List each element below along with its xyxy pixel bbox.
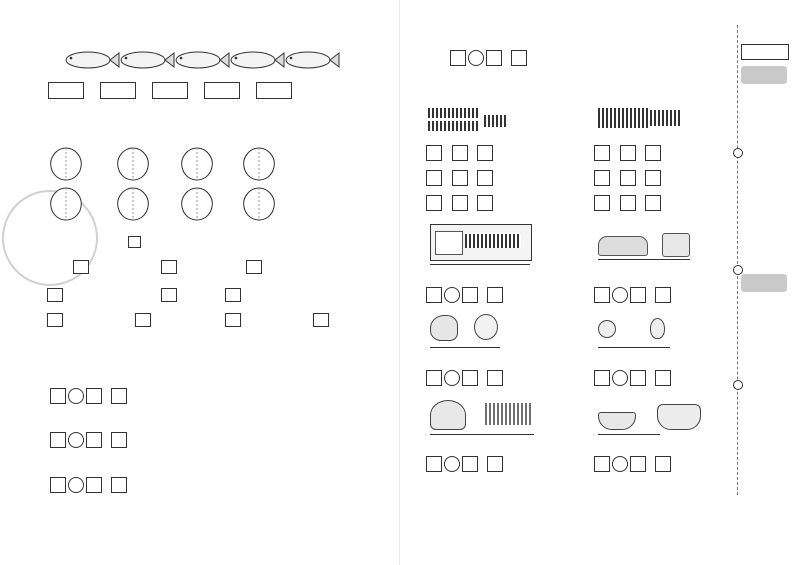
mushroom-house-icon <box>430 400 466 430</box>
duck-icon <box>474 314 498 340</box>
answer-box[interactable] <box>645 145 661 161</box>
sidebar-tag-gains <box>741 274 787 292</box>
page-divider <box>399 0 400 565</box>
operator-circle[interactable] <box>612 370 628 386</box>
fish-card <box>282 51 340 69</box>
fish-card <box>227 51 285 69</box>
p7-brace <box>430 432 534 435</box>
answer-box[interactable] <box>452 170 468 186</box>
sidebar-dot <box>733 148 743 158</box>
peach-icon <box>45 185 87 223</box>
fish-icon <box>282 51 340 69</box>
operator-circle[interactable] <box>444 287 460 303</box>
fish-card <box>62 51 120 69</box>
pencil-bundle-icon <box>598 108 648 128</box>
answer-box[interactable] <box>50 477 66 493</box>
pencil-bundle-icon <box>428 108 478 118</box>
fish-icon <box>62 51 120 69</box>
answer-box[interactable] <box>86 388 102 404</box>
answer-box[interactable] <box>594 195 610 211</box>
answer-box[interactable] <box>645 170 661 186</box>
answer-box[interactable] <box>50 388 66 404</box>
operator-circle[interactable] <box>68 432 84 448</box>
cake-stand-icon <box>662 233 690 257</box>
pencils-icon <box>650 110 680 126</box>
answer-box[interactable] <box>630 287 646 303</box>
answer-box[interactable] <box>655 370 671 386</box>
answer-box[interactable] <box>48 82 84 99</box>
rooster-icon <box>430 315 458 341</box>
fish-icon <box>117 51 175 69</box>
operator-circle[interactable] <box>444 370 460 386</box>
operator-circle[interactable] <box>612 287 628 303</box>
answer-box[interactable] <box>477 145 493 161</box>
answer-box[interactable] <box>655 287 671 303</box>
operator-circle[interactable] <box>68 477 84 493</box>
answer-box[interactable] <box>50 432 66 448</box>
peach-card <box>45 145 87 183</box>
answer-box[interactable] <box>477 195 493 211</box>
answer-box[interactable] <box>152 82 188 99</box>
answer-box[interactable] <box>111 477 127 493</box>
answer-box[interactable] <box>655 456 671 472</box>
fill-box[interactable] <box>225 313 241 327</box>
peach-card <box>238 185 280 223</box>
peach-card <box>176 185 218 223</box>
answer-box[interactable] <box>487 456 503 472</box>
answer-box[interactable] <box>86 432 102 448</box>
answer-box[interactable] <box>487 370 503 386</box>
answer-box[interactable] <box>86 477 102 493</box>
peach-icon <box>176 185 218 223</box>
answer-box[interactable] <box>256 82 292 99</box>
pear-icon <box>650 318 665 339</box>
answer-box[interactable] <box>462 456 478 472</box>
answer-box[interactable] <box>620 195 636 211</box>
answer-box[interactable] <box>426 370 442 386</box>
p3-brace <box>430 262 530 265</box>
answer-box[interactable] <box>100 82 136 99</box>
sidebar-title <box>741 44 789 60</box>
answer-box[interactable] <box>620 170 636 186</box>
pencils-icon <box>484 115 508 127</box>
answer-box[interactable] <box>620 145 636 161</box>
answer-box[interactable] <box>594 456 610 472</box>
plate-icon <box>598 412 636 430</box>
answer-box[interactable] <box>462 370 478 386</box>
peach-card <box>238 145 280 183</box>
answer-box[interactable] <box>452 145 468 161</box>
answer-box[interactable] <box>594 170 610 186</box>
answer-box[interactable] <box>486 50 502 66</box>
peach-icon <box>176 145 218 183</box>
answer-box[interactable] <box>645 195 661 211</box>
operator-circle[interactable] <box>444 456 460 472</box>
answer-box[interactable] <box>630 370 646 386</box>
fish-icon <box>227 51 285 69</box>
answer-box[interactable] <box>426 195 442 211</box>
fill-box[interactable] <box>246 260 262 274</box>
answer-box[interactable] <box>452 195 468 211</box>
peach-card <box>176 145 218 183</box>
sidebar-dot <box>733 265 743 275</box>
answer-box[interactable] <box>426 287 442 303</box>
fish-card <box>172 51 230 69</box>
fill-box[interactable] <box>161 260 177 274</box>
sidebar-dot <box>733 380 743 390</box>
fill-box[interactable] <box>73 260 89 274</box>
peach-icon <box>45 145 87 183</box>
answer-box[interactable] <box>594 145 610 161</box>
answer-box[interactable] <box>111 432 127 448</box>
peach-icon <box>238 145 280 183</box>
apple-icon <box>598 320 616 338</box>
peach-card <box>45 185 87 223</box>
sidebar-tag-errors <box>741 66 787 84</box>
storage-box-icon <box>430 224 532 261</box>
answer-box[interactable] <box>204 82 240 99</box>
operator-circle[interactable] <box>468 50 484 66</box>
fill-box[interactable] <box>135 313 151 327</box>
answer-box[interactable] <box>511 50 527 66</box>
cakes-icon <box>598 236 648 256</box>
peach-card <box>112 185 154 223</box>
p6-brace <box>598 345 670 348</box>
answer-box[interactable] <box>477 170 493 186</box>
peach-card <box>112 145 154 183</box>
p8-brace <box>598 432 660 435</box>
answer-box[interactable] <box>426 456 442 472</box>
chicks-group-icon <box>485 403 533 425</box>
fish-icon <box>172 51 230 69</box>
items-row-icon <box>465 234 521 248</box>
operator-circle[interactable] <box>68 388 84 404</box>
p4-brace <box>598 257 690 260</box>
box-compartment <box>435 231 463 255</box>
fill-box-legend <box>128 236 141 248</box>
p5-brace <box>430 345 500 348</box>
answer-box[interactable] <box>426 145 442 161</box>
answer-box[interactable] <box>111 388 127 404</box>
sidebar-dotted-line <box>737 25 738 495</box>
pencil-bundle-icon <box>428 121 478 131</box>
fill-box[interactable] <box>161 288 177 302</box>
answer-box[interactable] <box>630 456 646 472</box>
fill-box[interactable] <box>47 313 63 327</box>
answer-box[interactable] <box>426 170 442 186</box>
fish-card <box>117 51 175 69</box>
fill-box[interactable] <box>47 288 63 302</box>
peach-icon <box>112 145 154 183</box>
answer-box[interactable] <box>594 370 610 386</box>
answer-box[interactable] <box>594 287 610 303</box>
answer-box[interactable] <box>462 287 478 303</box>
basket-icon <box>657 404 701 430</box>
answer-box[interactable] <box>487 287 503 303</box>
peach-icon <box>112 185 154 223</box>
peach-icon <box>238 185 280 223</box>
fill-box[interactable] <box>313 313 329 327</box>
fill-box[interactable] <box>225 288 241 302</box>
operator-circle[interactable] <box>612 456 628 472</box>
answer-box[interactable] <box>450 50 466 66</box>
